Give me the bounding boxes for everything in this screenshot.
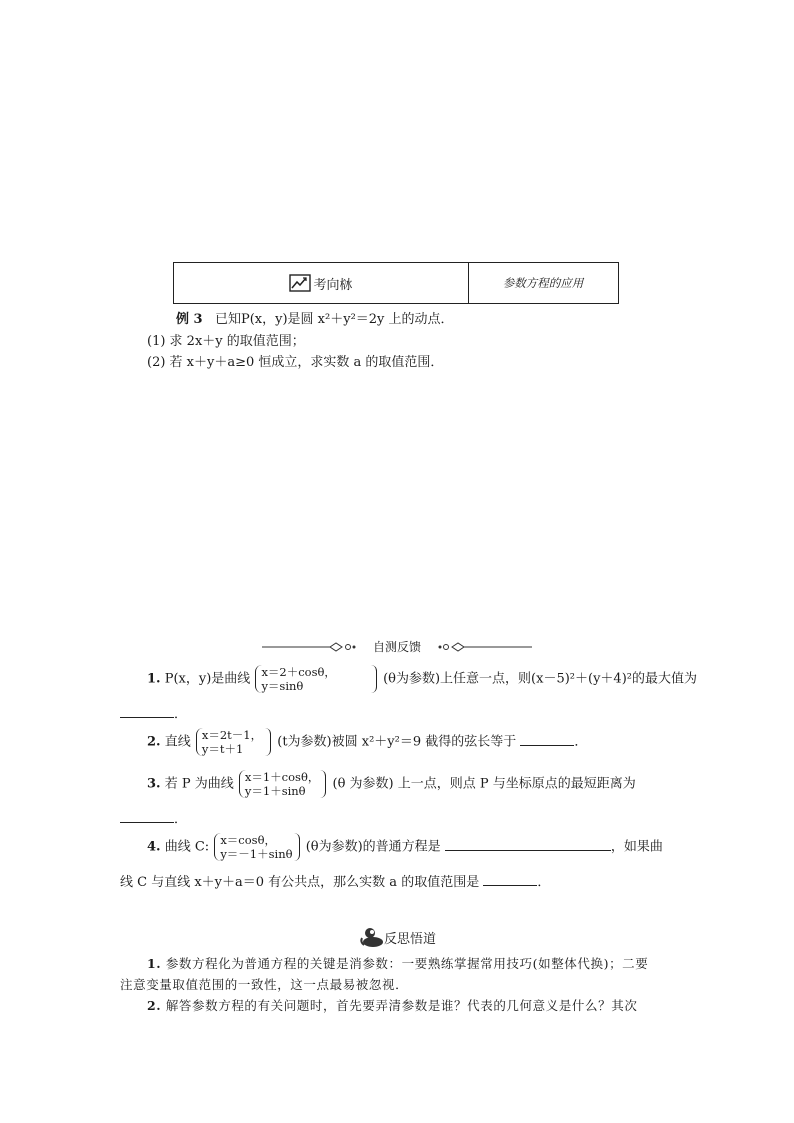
- feedback-problem-2: 2. 直线 x＝2t－1， y＝t＋1 (t为参数)被圆 x²＋y²＝9 截得的弦长等于 ．: [147, 728, 588, 756]
- problem-1-post: (θ为参数)上任意一点，则(x－5)²＋(y＋4)²的最大值为: [383, 671, 697, 687]
- problem-1-eq2: y＝sinθ: [261, 679, 304, 693]
- problem-4-line2-text: 线 C 与直线 x＋y＋a＝0 有公共点，那么实数 a 的取值范围是: [120, 875, 480, 890]
- example-3-q1: (1) 求 2x＋y 的取值范围；: [147, 334, 305, 349]
- problem-4-blank-2[interactable]: [483, 873, 537, 886]
- problem-2-system: [196, 728, 262, 756]
- feedback-problem-1: [147, 665, 697, 693]
- reflection-1-line-2: 注意变量取值范围的一致性，这一点最易被忽视．: [120, 977, 409, 992]
- problem-3-eq2: y＝1＋sinθ: [244, 784, 306, 798]
- section-header-box: [173, 262, 619, 304]
- problem-4-post2: ，如果曲: [610, 839, 663, 855]
- problem-1-blank[interactable]: [120, 705, 174, 718]
- feedback-title: 自测反馈: [372, 640, 421, 654]
- problem-2-number: 2.: [147, 734, 161, 750]
- problem-3-eq1: x＝1＋cosθ，: [244, 770, 320, 784]
- problem-1-pre: P(x，y)是曲线: [164, 671, 251, 687]
- problem-3-number: 3.: [147, 776, 161, 792]
- reflection-2-line-1: 2. 解答参数方程的有关问题时，首先要弄清参数是谁？代表的几何意义是什么？其次: [147, 998, 638, 1013]
- problem-3-system: [239, 770, 320, 798]
- problem-2-eq2: y＝t＋1: [201, 742, 244, 756]
- problem-2-eq1: x＝2t－1，: [201, 728, 263, 742]
- trend-chart-icon: [289, 274, 311, 292]
- problem-4-number: 4.: [147, 839, 161, 855]
- section-topic: 参数方程的应用: [502, 276, 584, 290]
- problem-1-number: 1.: [147, 671, 161, 687]
- problem-4-eq1: x＝cosθ，: [220, 833, 276, 847]
- ornament-left-icon: [262, 641, 357, 653]
- section-header-label: 考向栤: [313, 277, 353, 293]
- feedback-problem-3: [147, 770, 636, 798]
- problem-4-system: [214, 833, 292, 861]
- reflection-title-bar: [0, 926, 794, 948]
- problem-1-eq1: x＝2＋cosθ，: [261, 665, 336, 679]
- reflection-1-line-1: 1. 参数方程化为普通方程的关键是消参数：一要熟练掌握常用技巧(如整体代换)；二要: [147, 956, 649, 971]
- problem-4-blank-1[interactable]: [445, 838, 611, 851]
- problem-4-eq2: y＝－1＋sinθ: [220, 847, 293, 861]
- problem-2-post: (t为参数)被圆 x²＋y²＝9 截得的弦长等于: [277, 734, 517, 750]
- problem-3-post: (θ 为参数) 上一点，则点 P 与坐标原点的最短距离为: [332, 776, 636, 792]
- thinker-icon: [358, 926, 384, 948]
- problem-2-blank[interactable]: [520, 733, 574, 746]
- problem-4-line-2: 线 C 与直线 x＋y＋a＝0 有公共点，那么实数 a 的取值范围是 ．: [120, 875, 551, 890]
- problem-1-system: [255, 665, 336, 693]
- ornament-right-icon: [437, 641, 532, 653]
- problem-4-post: (θ为参数)的普通方程是: [305, 839, 441, 855]
- example-3-label: 例 3: [176, 312, 203, 327]
- feedback-title-bar: [0, 638, 794, 655]
- reflection-title: 反思悟道: [383, 931, 436, 947]
- problem-3-answer-line: ．: [120, 808, 187, 827]
- problem-4-pre: 曲线 C:: [164, 839, 214, 855]
- example-3-text: 已知P(x，y)是圆 x²＋y²＝2y 上的动点．: [214, 312, 454, 327]
- problem-2-pre: 直线: [164, 734, 191, 750]
- feedback-problem-4: [147, 833, 663, 861]
- example-3-statement: [176, 308, 454, 327]
- problem-1-answer-line: ．: [120, 703, 187, 722]
- section-header-left: [174, 263, 469, 303]
- problem-3-blank[interactable]: [120, 810, 174, 823]
- problem-3-pre: 若 P 为曲线: [164, 776, 234, 792]
- example-3-q2: (2) 若 x＋y＋a≥0 恒成立，求实数 a 的取值范围．: [147, 355, 444, 370]
